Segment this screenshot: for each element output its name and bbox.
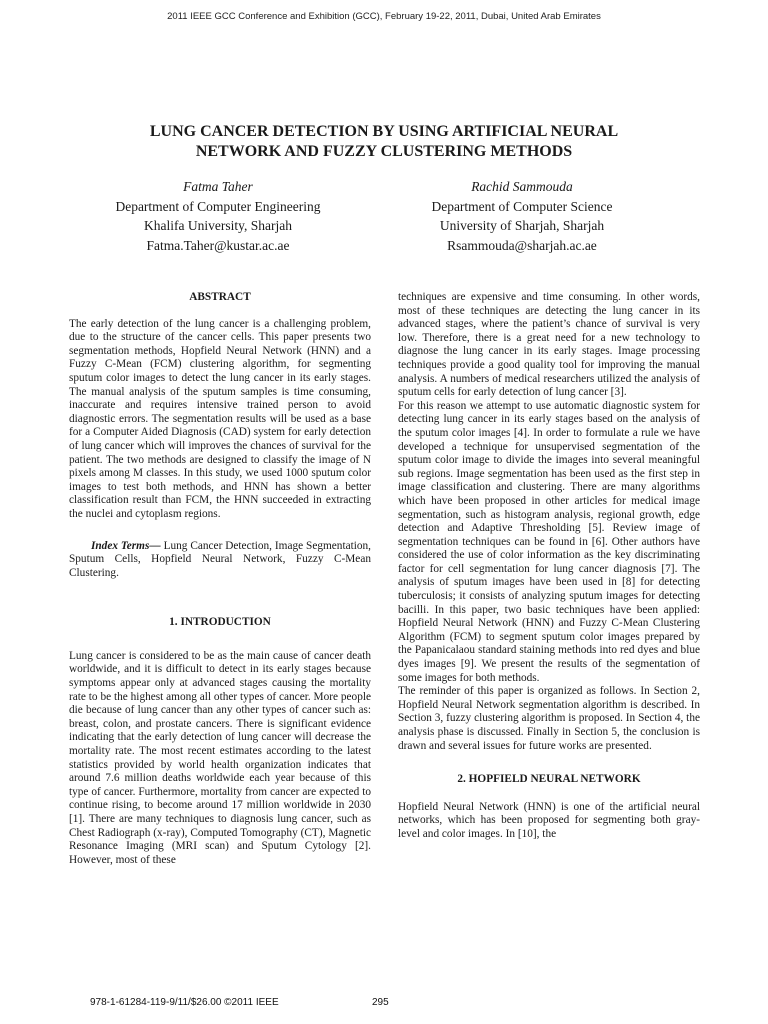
author-name: Rachid Sammouda (471, 179, 573, 194)
page-number: 295 (372, 997, 389, 1008)
author-block-2 (372, 177, 672, 255)
author-department: Department of Computer Science (431, 198, 613, 214)
introduction-continued-2: For this reason we attempt to use automatic diagnostic system for detecting lung cancer in its early stages based on the analysis of the sputum color images [4]. In order to formulate a rule we have developed a technique for unsupervised segmentation of the sputum color image to divide the images into several meaningful sub regions. Image segmentation has been used as the first step in image classification and clustering. There are many algorithms which have been proposed in other articles for medical image segmentation, such as histogram analysis, regional growth, edge detection and Adaptive Thresholding [5]. Review image of segmentation techniques can be found in [6]. Other authors have considered the use of color information as the key discriminating factor for cell segmentation for lung cancer diagnosis [7]. The analysis of sputum images have been used in [8] for detecting tuberculosis; it consists of analyzing sputum images for detecting bacilli. In this paper, two basic techniques have been applied: Hopfield Neural Network (HNN) and Fuzzy C-Mean Clustering Algorithm (FCM) to segment sputum color images prepared by the Papanicalaou standard staining methods into red dyes and blue dyes images [9]. We present the results of the segmentation of some images for both methods. (398, 399, 700, 684)
author-affiliation: University of Sharjah, Sharjah (439, 218, 605, 233)
author-email: Fatma.Taher@kustar.ac.ae (146, 237, 290, 253)
author-email: Rsammouda@sharjah.ac.ae (447, 237, 597, 253)
abstract-text: The early detection of the lung cancer is a challenging problem, due to the structure of the cancer cells. This paper presents two segmentation methods, Hopfield Neural Network (HNN) and a Fuzzy C-Mean (FCM) clustering algorithm, for segmenting sputum color images to detect the lung cancer in its early stages. The manual analysis of the sputum samples is time consuming, inaccurate and requires intensive trained person to avoid diagnostic errors. The segmentation results will be used as a base for a Computer Aided Diagnosis (CAD) system for early detection of lung cancer which will improves the chances of survival for the patient. The two methods are designed to classify the image of N pixels among M classes. In this study, we used 1000 sputum color images to test both methods, and HNN has shown a better classification result than FCM, the HNN succeeded in extracting the nuclei and cytoplasm regions. (69, 317, 371, 520)
left-column (69, 291, 371, 867)
paper-title (60, 122, 708, 162)
author-name: Fatma Taher (183, 179, 253, 194)
hopfield-text: Hopfield Neural Network (HNN) is one of the artificial neural networks, which has been proposed for segmenting both gray-level and color images. In [10], the (398, 800, 700, 840)
conference-header: 2011 IEEE GCC Conference and Exhibition (GCC), February 19-22, 2011, Dubai, United Arab Emirates (167, 11, 601, 22)
introduction-continued-1: techniques are expensive and time consuming. In other words, most of these techniques are detecting the lung cancer in its advanced stages, where the patient’s chance of survival is very low. Therefore, there is a great need for a new technology to diagnose the lung cancer in its early stages. Image processing techniques provide a good quality tool for improving the manual analysis. A numbers of medical researchers utilized the analysis of sputum cells for early detection of lung cancer [3]. (398, 291, 700, 399)
introduction-text: Lung cancer is considered to be as the main cause of cancer death worldwide, and it is difficult to detect in its early stages because symptoms appear only at advanced stages causing the mortality rate to be the highest among all other types of cancer. More people die because of lung cancer than any other types of cancer such as: breast, colon, and prostate cancers. There is significant evidence indicating that the early detection of lung cancer will decrease the mortality rate. The most recent estimates according to the latest statistics provided by world health organization indicates that around 7.6 million deaths worldwide each year because of this type of cancer. Furthermore, mortality from cancer are expected to continue rising, to become around 17 million worldwide in 2030 [1]. There are many techniques to diagnosis lung cancer, such as Chest Radiograph (x-ray), Computed Tomography (CT), Magnetic Resonance Imaging (MRI scan) and Sputum Cytology [2]. However, most of these (69, 649, 371, 866)
paper-title-line-2: NETWORK AND FUZZY CLUSTERING METHODS (195, 143, 573, 160)
paper-title-line-1: LUNG CANCER DETECTION BY USING ARTIFICIAL NEURAL (149, 123, 619, 140)
index-terms (69, 540, 371, 581)
introduction-heading: 1. INTRODUCTION (169, 616, 271, 629)
index-terms-text: Lung Cancer Detection, Image Segmentation, Sputum Cells, Hopfield Neural Network, Fuzzy C-Mean Clustering. (69, 539, 371, 579)
author-block-1 (68, 177, 368, 255)
introduction-continued-3: The reminder of this paper is organized as follows. In Section 2, Hopfield Neural Network segmentation algorithm is described. In Section 3, fuzzy clustering algorithm is proposed. In Section 4, the analysis phase is discussed. Finally in Section 5, the conclusion is drawn and several issues for future works are presented. (398, 685, 700, 752)
author-department: Department of Computer Engineering (115, 198, 321, 214)
index-terms-label: Index Terms— (91, 539, 161, 552)
abstract-heading: ABSTRACT (189, 291, 251, 303)
right-column (398, 291, 700, 842)
hopfield-heading: 2. HOPFIELD NEURAL NETWORK (457, 773, 641, 786)
footer-isbn: 978-1-61284-119-9/11/$26.00 ©2011 IEEE (90, 997, 279, 1008)
author-affiliation: Khalifa University, Sharjah (144, 218, 292, 233)
